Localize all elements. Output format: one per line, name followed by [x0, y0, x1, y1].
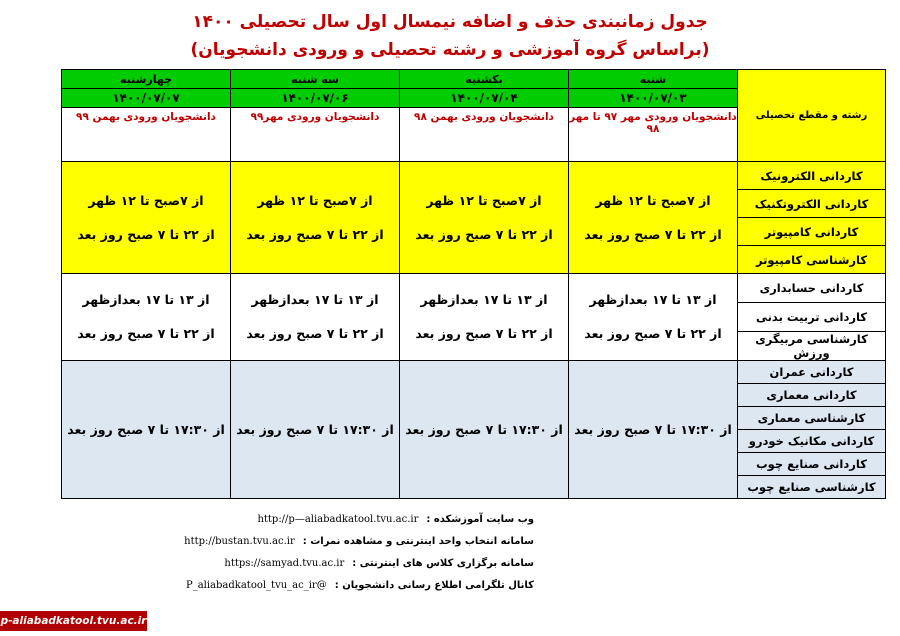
time-cell-wednesday-block3: از ۱۷:۳۰ تا ۷ صبح روز بعد	[62, 361, 231, 499]
time-line: از ۲۲ تا ۷ صبح روز بعد	[584, 226, 722, 242]
time-line: از ۷صبح تا ۱۲ ظهر	[426, 192, 542, 208]
time-cell-sunday-block3: از ۱۷:۳۰ تا ۷ صبح روز بعد	[400, 361, 569, 499]
day-date-wednesday: ۱۴۰۰/۰۷/۰۷	[62, 89, 231, 108]
footer-label: سامانه انتخاب واحد اینترنتی و مشاهده نمرات :	[302, 536, 534, 547]
page-title: جدول زمانبندی حذف و اضافه نیمسال اول سال تحصیلی ۱۴۰۰	[192, 12, 708, 32]
time-cell-sunday-block1	[400, 162, 569, 274]
field-cell: کارشناسی صنایع چوب	[738, 476, 886, 499]
field-cell: کارشناسی مربیگری ورزش	[738, 332, 886, 361]
time-line: از ۷صبح تا ۱۲ ظهر	[595, 192, 711, 208]
time-cell-tuesday-block3: از ۱۷:۳۰ تا ۷ صبح روز بعد	[231, 361, 400, 499]
day-date-sunday: ۱۴۰۰/۰۷/۰۴	[400, 89, 569, 108]
field-cell: کارشناسی کامپیوتر	[738, 246, 886, 274]
footer-online-classes	[224, 558, 534, 569]
time-cell-wednesday-block1	[62, 162, 231, 274]
time-line: از ۲۲ تا ۷ صبح روز بعد	[415, 226, 553, 242]
time-cell-saturday-block3: از ۱۷:۳۰ تا ۷ صبح روز بعد	[569, 361, 738, 499]
group-label: دانشجویان ورودی مهر ۹۷ تا مهر ۹۸	[569, 111, 737, 135]
time-line: از ۲۲ تا ۷ صبح روز بعد	[584, 326, 722, 341]
time-cell-tuesday-block2	[231, 274, 400, 361]
footer-telegram	[186, 580, 534, 591]
footer-enrollment-system	[184, 536, 534, 547]
field-cell: کاردانی صنایع چوب	[738, 453, 886, 476]
time-cell-wednesday-block2	[62, 274, 231, 361]
group-cell-tuesday	[231, 108, 400, 162]
group-cell-wednesday	[62, 108, 231, 162]
schedule-table	[61, 69, 886, 499]
field-header: رشته و مقطع تحصیلی	[738, 70, 886, 162]
footer-label: کانال تلگرامی اطلاع رسانی دانشجویان :	[334, 580, 534, 591]
telegram-link[interactable]: @P_aliabadkatool_tvu_ac_ir	[185, 580, 327, 591]
time-line: از ۲۲ تا ۷ صبح روز بعد	[77, 326, 215, 341]
time-cell-saturday-block2	[569, 274, 738, 361]
field-cell: کاردانی الکترونیک	[738, 162, 886, 190]
time-cell-sunday-block2	[400, 274, 569, 361]
day-name-saturday: شنبه	[569, 70, 738, 89]
footer-label: سامانه برگزاری کلاس های اینترنتی :	[352, 558, 534, 569]
field-cell: کاردانی عمران	[738, 361, 886, 384]
page-subtitle: (براساس گروه آموزشی و رشته تحصیلی و ورودی دانشجویان)	[190, 40, 710, 60]
website-link[interactable]: http://p—aliabadkatool.tvu.ac.ir	[257, 514, 419, 525]
day-date-tuesday: ۱۴۰۰/۰۷/۰۶	[231, 89, 400, 108]
field-cell: کاردانی الکتروتکنیک	[738, 190, 886, 218]
field-cell: کاردانی مکانیک خودرو	[738, 430, 886, 453]
time-line: از ۲۲ تا ۷ صبح روز بعد	[77, 226, 215, 242]
day-name-wednesday: چهارشنبه	[62, 70, 231, 89]
field-cell: کارشناسی معماری	[738, 407, 886, 430]
group-cell-saturday	[569, 108, 738, 162]
group-label: دانشجویان ورودی مهر۹۹	[250, 111, 380, 123]
time-line: از ۷صبح تا ۱۲ ظهر	[88, 192, 204, 208]
field-cell: کاردانی معماری	[738, 384, 886, 407]
time-line: از ۲۲ تا ۷ صبح روز بعد	[246, 326, 384, 341]
online-classes-link[interactable]: https://samyad.tvu.ac.ir	[224, 558, 345, 569]
time-line: از ۱۳ تا ۱۷ بعدازظهر	[589, 292, 717, 307]
enrollment-link[interactable]: http://bustan.tvu.ac.ir	[184, 536, 295, 547]
site-badge: p-aliabadkatool.tvu.ac.ir	[0, 611, 147, 631]
group-label: دانشجویان ورودی بهمن ۹۸	[414, 111, 554, 123]
footer-label: وب سایت آموزشکده :	[426, 514, 534, 525]
footer-website	[257, 514, 534, 525]
day-date-saturday: ۱۴۰۰/۰۷/۰۳	[569, 89, 738, 108]
time-cell-saturday-block1	[569, 162, 738, 274]
time-line: از ۱۳ تا ۱۷ بعدازظهر	[420, 292, 548, 307]
group-label: دانشجویان ورودی بهمن ۹۹	[76, 111, 216, 123]
time-line: از ۱۳ تا ۱۷ بعدازظهر	[251, 292, 379, 307]
field-cell: کاردانی حسابداری	[738, 274, 886, 303]
time-line: از ۱۳ تا ۱۷ بعدازظهر	[82, 292, 210, 307]
time-line: از ۲۲ تا ۷ صبح روز بعد	[415, 326, 553, 341]
time-line: از ۲۲ تا ۷ صبح روز بعد	[246, 226, 384, 242]
time-line: از ۷صبح تا ۱۲ ظهر	[257, 192, 373, 208]
field-cell: کاردانی کامپیوتر	[738, 218, 886, 246]
group-cell-sunday	[400, 108, 569, 162]
time-cell-tuesday-block1	[231, 162, 400, 274]
day-name-sunday: یکشنبه	[400, 70, 569, 89]
field-cell: کاردانی تربیت بدنی	[738, 303, 886, 332]
day-name-tuesday: سه شنبه	[231, 70, 400, 89]
